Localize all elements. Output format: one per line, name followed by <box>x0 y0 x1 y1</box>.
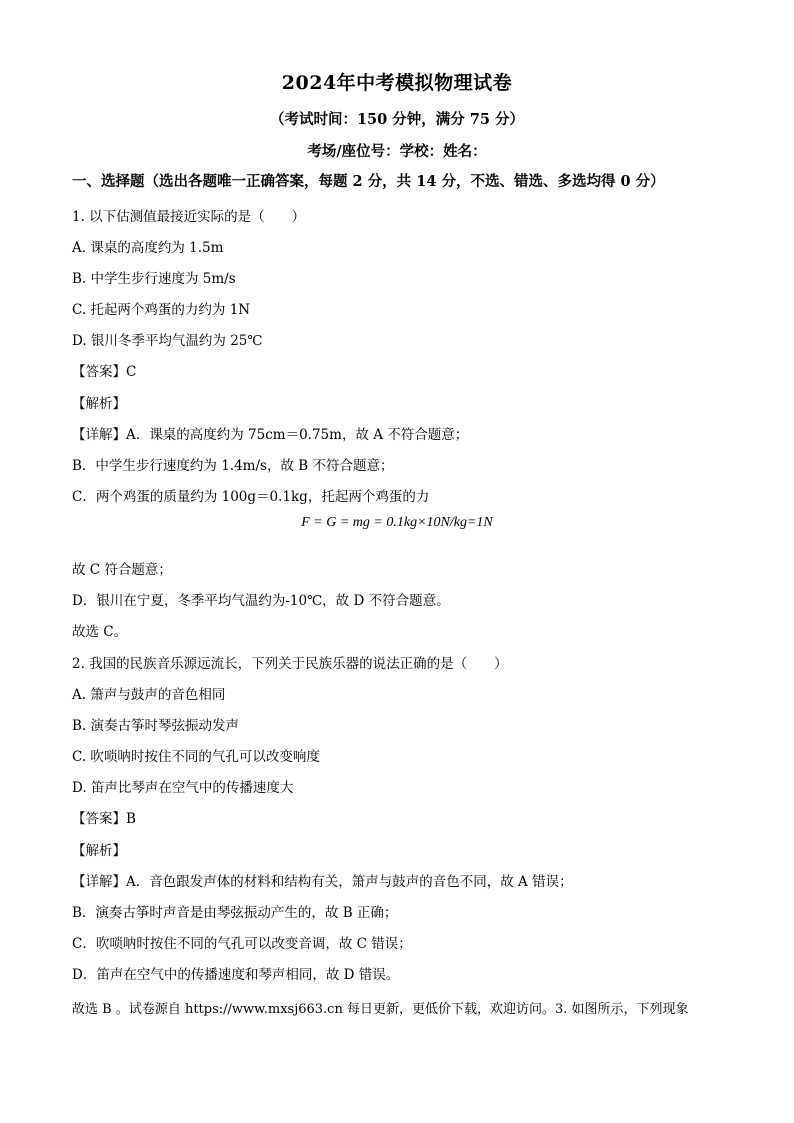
question-2-stem: 2. 我国的民族音乐源远流长，下列关于民族乐器的说法正确的是（ ） <box>72 656 508 672</box>
question-2-option-c: C. 吹唢呐时按住不同的气孔可以改变响度 <box>72 749 320 765</box>
question-1-after-c: 故 C 符合题意； <box>72 562 172 578</box>
question-1-detail-c: C．两个鸡蛋的质量约为 100g＝0.1kg，托起两个鸡蛋的力 <box>72 489 430 505</box>
question-1-conclusion: 故选 C。 <box>72 624 128 640</box>
page-title: 2024年中考模拟物理试卷 <box>281 72 513 94</box>
exam-info-line: 考场/座位号：学校：姓名： <box>307 143 487 160</box>
question-1-option-b: B. 中学生步行速度为 5m/s <box>72 271 236 287</box>
question-2-analysis-tag: 【解析】 <box>72 843 126 859</box>
question-1-answer: 【答案】C <box>72 364 137 380</box>
question-1-stem: 1. 以下估测值最接近实际的是（ ） <box>72 209 306 225</box>
question-1-analysis-tag: 【解析】 <box>72 396 126 412</box>
question-2-detail-b: B．演奏古筝时声音是由琴弦振动产生的，故 B 正确； <box>72 905 398 921</box>
question-1-detail-d: D．银川在宁夏，冬季平均气温约为-10℃，故 D 不符合题意。 <box>72 593 450 609</box>
question-1-detail-a: 【详解】A．课桌的高度约为 75cm＝0.75m，故 A 不符合题意； <box>72 427 469 443</box>
question-2-option-b: B. 演奏古筝时琴弦振动发声 <box>72 718 240 734</box>
question-1-option-a: A. 课桌的高度约为 1.5m <box>72 240 224 256</box>
question-2-detail-a: 【详解】A．音色跟发声体的材料和结构有关，箫声与鼓声的音色不同，故 A 错误； <box>72 874 573 890</box>
question-2-detail-c: C．吹唢呐时按住不同的气孔可以改变音调，故 C 错误； <box>72 936 412 952</box>
section-heading: 一、选择题（选出各题唯一正确答案，每题 2 分，共 14 分，不选、错选、多选均得 0 分） <box>72 173 665 190</box>
exam-duration: （考试时间：150 分钟，满分 75 分） <box>269 111 525 128</box>
question-2-conclusion-and-next: 故选 B 。试卷源自 https://www.mxsj663.cn 每日更新，更低价下载，欢迎访问。3. 如图所示，下列现象 <box>72 1002 689 1017</box>
question-2-answer: 【答案】B <box>72 811 136 827</box>
question-1-option-c: C. 托起两个鸡蛋的力约为 1N <box>72 302 251 318</box>
question-2-detail-d: D．笛声在空气中的传播速度和琴声相同，故 D 错误。 <box>72 967 400 983</box>
question-1-detail-b: B．中学生步行速度约为 1.4m/s，故 B 不符合题意； <box>72 458 394 474</box>
question-1-option-d: D. 银川冬季平均气温约为 25℃ <box>72 333 263 349</box>
question-1-formula: F = G = mg = 0.1kg×10N/kg=1N <box>301 515 493 530</box>
question-2-option-d: D. 笛声比琴声在空气中的传播速度大 <box>72 780 294 796</box>
question-2-option-a: A. 箫声与鼓声的音色相同 <box>72 687 226 703</box>
